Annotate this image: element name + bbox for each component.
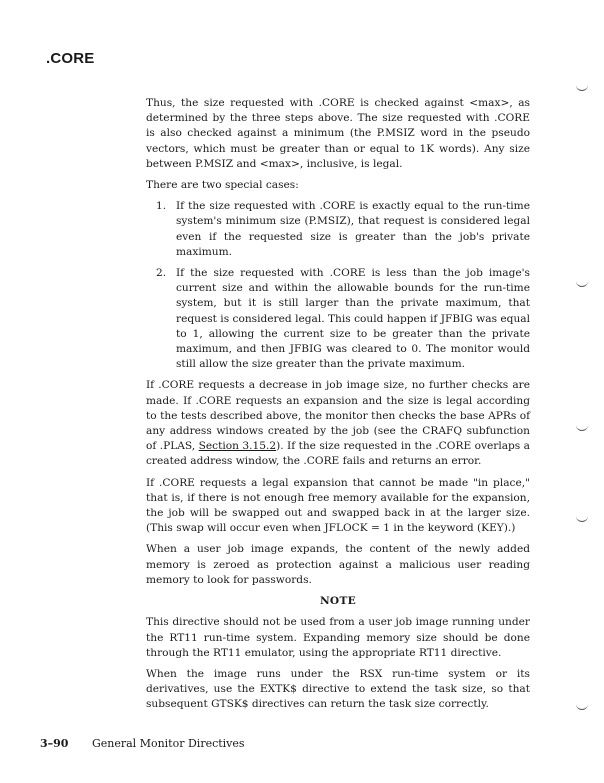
- paragraph: Thus, the size requested with .CORE is checked against <max>, as determined by the three steps above. The size requested with .CORE is also checked against a minimum (the P.MSIZ word in the pseudo vectors, which must be greater than or equal to 1K words). Any size between P.MSIZ and <max>, inclusive, is legal.: [146, 97, 530, 170]
- paragraph: There are two special cases:: [146, 179, 299, 192]
- list-number: 2.: [156, 267, 167, 280]
- list-item: [146, 199, 530, 260]
- page-heading: .CORE: [46, 50, 95, 67]
- special-cases-list: [146, 199, 530, 372]
- note-title: NOTE: [319, 595, 357, 608]
- margin-mark: [576, 424, 588, 431]
- page-footer: [40, 737, 245, 750]
- margin-mark: [576, 515, 588, 522]
- paragraph: When the image runs under the RSX run-time system or its derivatives, use the EXTK$ directive to extend the task size, so that subsequent GTSK$ directives can return the task size correctly.: [146, 667, 530, 711]
- note-text: This directive should not be used from a user job image running under the RT11 run-time system. Expanding memory size should be done through the RT11 emulator, using the appropriate RT11 directive.: [146, 616, 530, 659]
- paragraph-text: ). If the size requested in the .CORE overlaps a created address window, the .CORE fails and returns an error.: [146, 440, 530, 468]
- body-text: [146, 96, 530, 719]
- paragraph: [146, 378, 530, 469]
- paragraph-text: If .CORE requests a decrease in job image size, no further checks are made. If .CORE requests an expansion and the size is legal according to the tests described above, the monitor then checks the base APRs of any address windows created by the job (see the CRAFQ subfunction of .PLAS,: [146, 379, 530, 453]
- page-number: 3–90: [40, 737, 69, 750]
- paragraph: If .CORE requests a legal expansion that cannot be made "in place," that is, if there is not enough free memory available for the expansion, the job will be swapped out and swapped back in at the larger size. (This swap will occur even when JFLOCK = 1 in the keyword (KEY).): [146, 476, 530, 535]
- footer-title: General Monitor Directives: [91, 737, 245, 750]
- list-item-text: If the size requested with .CORE is less than the job image's current size and within the allowable bounds for the run-time system, but it is still larger than the private maximum, that request is considered legal. This could happen if JFBIG was equal to 1, allowing the current size to be greater than the private maximum, and then JFBIG was cleared to 0. The monitor would still allow the size greater than the private maximum.: [176, 267, 530, 371]
- margin-mark: [576, 280, 588, 287]
- section-link[interactable]: Section 3.15.2: [198, 440, 277, 453]
- margin-mark: [576, 84, 588, 91]
- margin-mark: [576, 703, 588, 710]
- list-item: [146, 266, 530, 372]
- list-item-text: If the size requested with .CORE is exactly equal to the run-time system's minimum size (P.MSIZ), that request is considered legal even if the requested size is greater than the job's private maximum.: [176, 200, 530, 258]
- list-number: 1.: [156, 200, 167, 213]
- paragraph: When a user job image expands, the content of the newly added memory is zeroed as protection against a malicious user reading memory to look for passwords.: [146, 543, 530, 586]
